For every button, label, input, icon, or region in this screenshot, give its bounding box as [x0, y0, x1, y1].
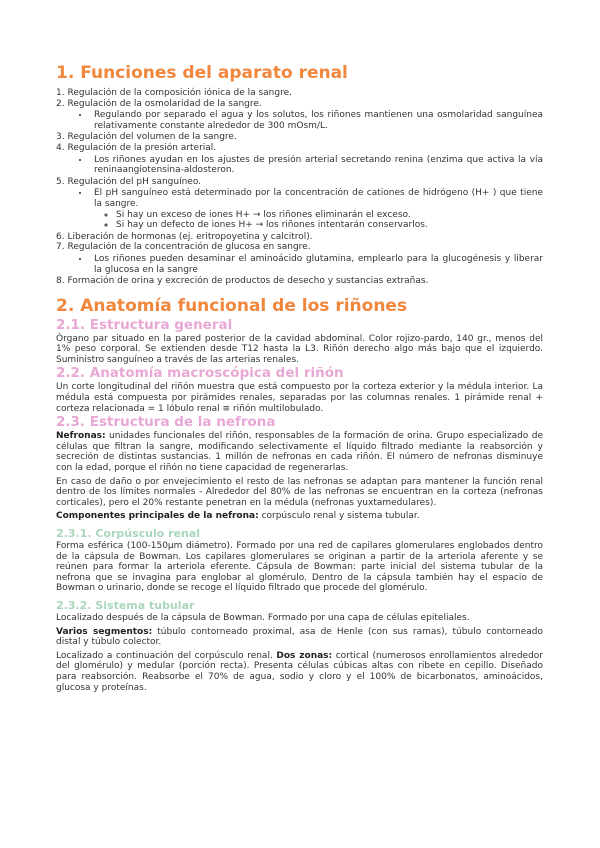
section-2-3-1-heading: 2.3.1. Corpúsculo renal — [56, 527, 201, 540]
section-1-heading: 1. Funciones del aparato renal — [56, 63, 348, 83]
bullet-item: • Los riñones pueden desaminar el aminoácido glutamina, emplearlo para la glucogénesis y liberar la glucosa en la sangre — [90, 254, 543, 275]
paragraph: Localizado a continuación del corpúsculo renal. Dos zonas: cortical (numerosos enrollamientos alrededor del glomérulo) y medular (porción recta). Presenta células cúbicas altas con ribete en cepillo. Diseñado para reabsorción. Reabsorbe el 70% de agua, sodio y cloro y el 100% de bicarbonatos, aminoácidos, glucosa y proteínas. — [56, 650, 543, 693]
paragraph: Varios segmentos: túbulo contorneado proximal, asa de Henle (con sus ramas), túbulo contorneado distal y túbulo colector. — [56, 626, 543, 648]
sub-bullet-item: ◦ Si hay un exceso de iones H+ → los riñones eliminarán el exceso. — [116, 210, 543, 221]
section-2-2-heading: 2.2. Anatomía macroscópica del riñón — [56, 365, 344, 382]
bullet-item: • Regulando por separado el agua y los solutos, los riñones mantienen una osmolaridad sanguínea relativamente constante alrededor de 300 mOsm/L. — [90, 110, 543, 131]
list-item: 1. Regulación de la composición iónica de la sangre. — [56, 88, 292, 98]
functions-list — [56, 88, 543, 287]
paragraph: Nefronas: unidades funcionales del riñón, responsables de la formación de orina. Grupo especializado de células que filtran la sangre, modificando selectivamente el líquido filtrado mediante la reabsorción y secreción de distintas sustancias. 1 millón de nefronas en cada riñón. El número de nefronas disminuye con la edad, porque el riñón no tiene capacidad de regenerarlas. — [56, 431, 543, 474]
document-page — [56, 62, 543, 693]
bullet-item: • Los riñones ayudan en los ajustes de presión arterial secretando renina (enzima que activa la vía reninaangiotensina-aldosteron. — [90, 155, 543, 176]
paragraph: Órgano par situado en la pared posterior de la cavidad abdominal. Color rojizo-pardo, 140 gr., menos del 1% peso corporal. Se extienden desde T12 hasta la L3. Riñón derecho algo más bajo que el izquierdo. Suministro sanguíneo a través de las arterias renales. — [56, 333, 543, 365]
sub-bullet-item: ◦ Si hay un defecto de iones H+ → los riñones intentarán conservarlos. — [116, 220, 543, 231]
section-2-heading: 2. Anatomía funcional de los riñones — [56, 295, 408, 316]
paragraph: Un corte longitudinal del riñón muestra que está compuesto por la corteza exterior y la médula interior. La médula está compuesta por pirámides renales, separadas por las columnas renales. 1 pirámide renal + corteza relacionada = 1 lóbulo renal ≡ riñón multilobulado. — [56, 382, 543, 414]
section-2-1-heading: 2.1. Estructura general — [56, 316, 233, 333]
list-item: 7. Regulación de la concentración de glucosa en sangre. • Los riñones pueden desaminar el aminoácido glutamina, emplearlo para la glucogénesis y liberar la glucosa en la sangre — [56, 242, 543, 275]
list-item: 5. Regulación del pH sanguíneo. • El pH sanguíneo está determinado por la concentración de cationes de hidrógeno (H+ ) que tiene la sangre. ◦ Si hay un exceso de iones H+ → los riñones eliminarán el exceso. ◦ Si hay un defecto de iones H+ → los riñones intentarán conservarlos. — [56, 177, 543, 231]
paragraph: En caso de daño o por envejecimiento el resto de las nefronas se adaptan para mantener la función renal dentro de los límites normales - Alrededor del 80% de las nefronas se encuentran en la corteza (nefronas corticales), pero el 20% restante penetran en la médula (nefronas yuxtamedulares). — [56, 476, 543, 508]
list-item: 3. Regulación del volumen de la sangre. — [56, 132, 237, 143]
list-item: 6. Liberación de hormonas (ej. eritropoyetina y calcitrol). — [56, 231, 313, 242]
paragraph: Localizado después de la cápsula de Bowman. Formado por una capa de células epiteliales. — [56, 612, 470, 623]
section-2-3-2-heading: 2.3.2. Sistema tubular — [56, 598, 195, 612]
paragraph: Componentes principales de la nefrona: corpúsculo renal y sistema tubular. — [56, 511, 420, 522]
bullet-item: • El pH sanguíneo está determinado por la concentración de cationes de hidrógeno (H+ ) que tiene la sangre. ◦ Si hay un exceso de iones H+ → los riñones eliminarán el exceso. ◦ Si hay un defecto de iones H+ → los riñones intentarán conservarlos. — [90, 188, 543, 230]
list-item: 4. Regulación de la presión arterial. • Los riñones ayudan en los ajustes de presión arterial secretando renina (enzima que activa la vía reninaangiotensina-aldosteron. — [56, 143, 543, 176]
list-item: 2. Regulación de la osmolaridad de la sangre. • Regulando por separado el agua y los solutos, los riñones mantienen una osmolaridad sanguínea relativamente constante alrededor de 300 mOsm/L. — [56, 99, 543, 132]
list-item: 8. Formación de orina y excreción de productos de desecho y sustancias extrañas. — [56, 276, 429, 287]
section-2-3-heading: 2.3. Estructura de la nefrona — [56, 414, 276, 431]
paragraph: Forma esférica (100-150μm diámetro). Formado por una red de capilares glomerulares englobados dentro de la cápsula de Bowman. Los capilares glomerulares se originan a partir de la arteriola aferente y se reúnen para formar la arteriola eferente. Cápsula de Bowman: parte inicial del sistema tubular de la nefrona que se invagina para englobar al glomérulo. Dentro de la cápsula también hay el espacio de Bowman o urinario, donde se recoge el líquido filtrado que procede del glomérulo. — [56, 541, 543, 594]
